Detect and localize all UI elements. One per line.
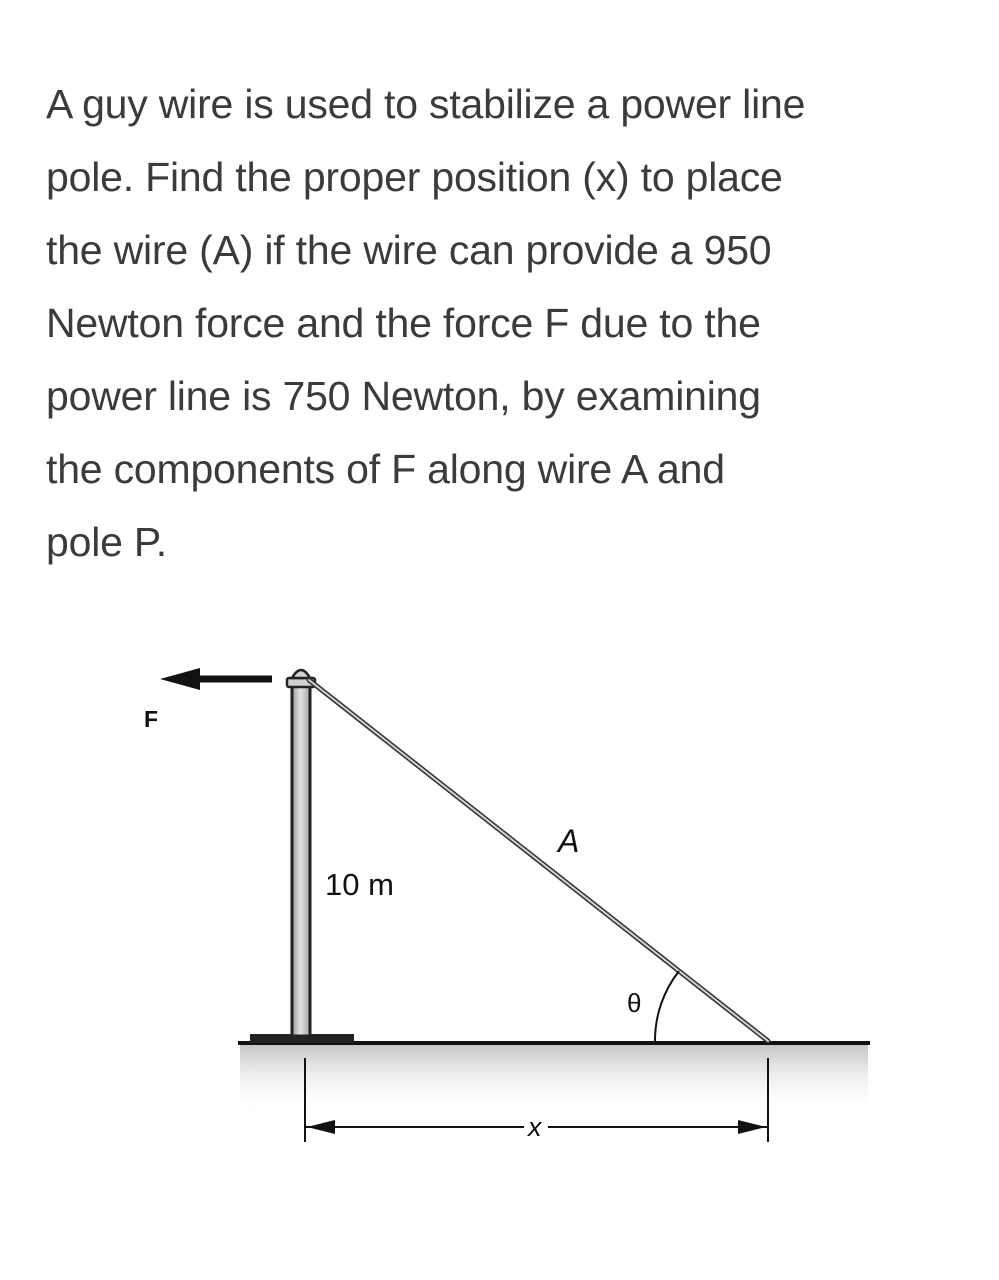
pole <box>292 684 310 1036</box>
problem-line-4: Newton force and the force F due to the <box>46 300 761 346</box>
problem-line-3: the wire (A) if the wire can provide a 950 <box>46 227 772 273</box>
force-arrow-head <box>160 668 200 690</box>
dimension-arrow-left <box>307 1120 335 1134</box>
problem-line-6: the components of F along wire A and <box>46 446 725 492</box>
angle-arc <box>655 971 679 1041</box>
problem-line-5: power line is 750 Newton, by examining <box>46 373 761 419</box>
problem-line-7: pole P. <box>46 519 167 565</box>
dimension-arrow-right <box>738 1120 766 1134</box>
problem-line-1: A guy wire is used to stabilize a power line <box>46 81 806 127</box>
wire-label: A <box>558 823 580 859</box>
ground-shading <box>240 1044 868 1114</box>
height-label: 10 m <box>325 867 394 902</box>
pole-top-insulator <box>292 670 310 678</box>
distance-label: x <box>528 1112 542 1142</box>
problem-line-2: pole. Find the proper position (x) to place <box>46 154 783 200</box>
guy-wire-highlight <box>309 680 768 1041</box>
angle-label: θ <box>627 988 642 1018</box>
force-label: F <box>144 706 159 732</box>
